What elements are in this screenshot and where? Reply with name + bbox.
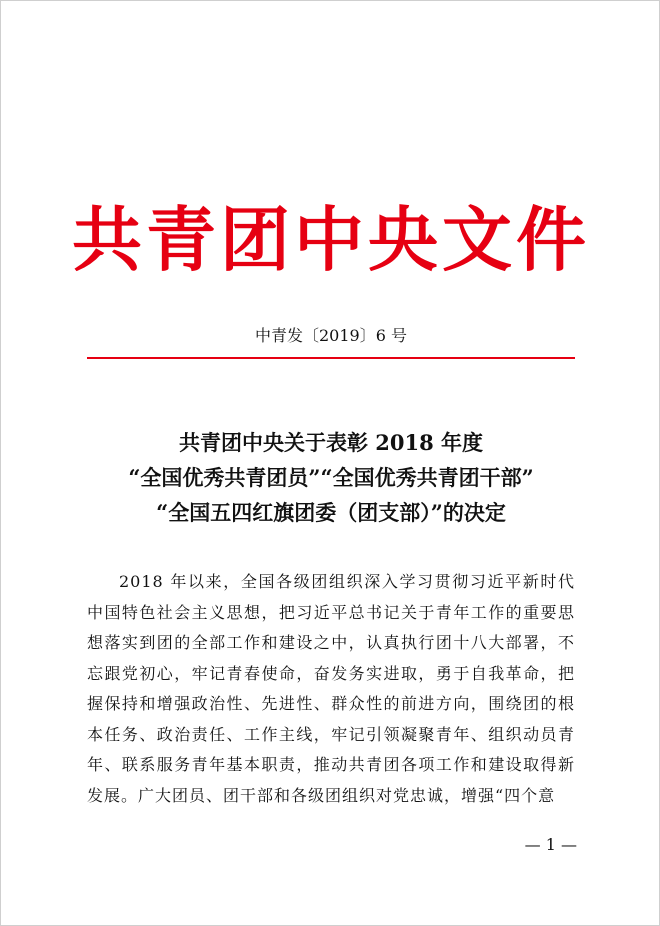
page-number: — 1 — — [524, 835, 577, 854]
document-title — [1, 425, 660, 530]
title-line-1: 共青团中央关于表彰 2018 年度 — [178, 430, 484, 455]
red-separator-line — [87, 357, 575, 359]
document-number: 中青发〔2019〕6 号 — [255, 326, 407, 345]
document-masthead: 共青团中央文件 — [72, 199, 590, 281]
body-paragraph: 2018 年以来，全国各级团组织深入学习贯彻习近平新时代中国特色社会主义思想，把习近平总书记关于青年工作的重要思想落实到团的全部工作和建设之中，认真执行团十八大部署，不忘跟党初心，牢记青春使命，奋发务实进取，勇于自我革命，把握保持和增强政治性、先进性、群众性的前进方向，围绕团的根本任务、政治责任、工作主线，牢记引领凝聚青年、组织动员青年、联系服务青年基本职责，推动共青团各项工作和建设取得新发展。广大团员、团干部和各级团组织对党忠诚，增强“四个意 — [87, 572, 575, 805]
title-line-2: “全国优秀共青团员”“全国优秀共青团干部” — [128, 465, 534, 490]
title-line-3: “全国五四红旗团委（团支部）”的决定 — [156, 500, 506, 525]
